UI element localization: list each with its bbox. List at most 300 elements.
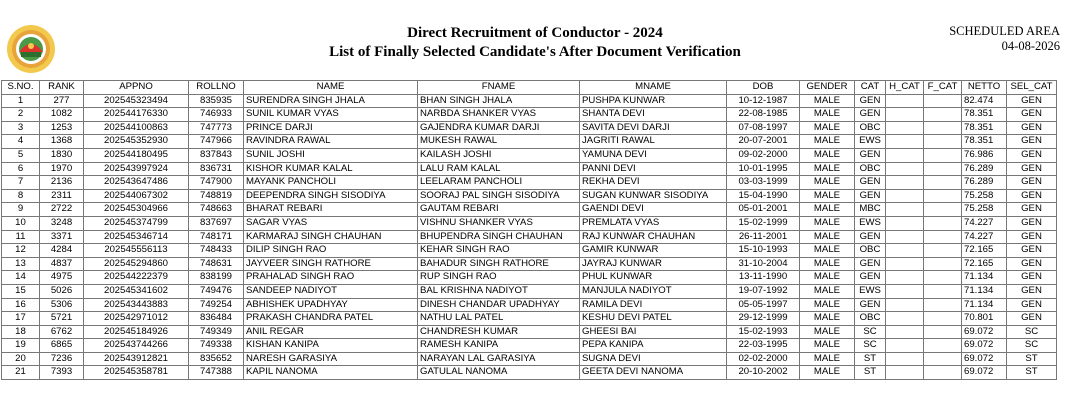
cell-fname: BAL KRISHNA NADIYOT — [418, 284, 580, 298]
cell-sel-cat: ST — [1007, 352, 1057, 366]
cell-appno: 202545374799 — [84, 216, 189, 230]
cell-appno: 202544067302 — [84, 189, 189, 203]
cell-gender: MALE — [800, 366, 855, 380]
cell-appno: 202543744266 — [84, 339, 189, 353]
cell-fname: CHANDRESH KUMAR — [418, 325, 580, 339]
cell-sel-cat: SC — [1007, 339, 1057, 353]
cell-fname: LEELARAM PANCHOLI — [418, 176, 580, 190]
title-line-1: Direct Recruitment of Conductor - 2024 — [407, 25, 663, 41]
cell-cat: OBC — [855, 121, 886, 135]
cell-fname: NARAYAN LAL GARASIYA — [418, 352, 580, 366]
cell-rank: 4284 — [40, 244, 84, 258]
cell-rollno: 747966 — [189, 135, 244, 149]
cell-netto: 69.072 — [962, 325, 1007, 339]
cell-appno: 202545323494 — [84, 94, 189, 108]
cell-rollno: 837843 — [189, 148, 244, 162]
cell-netto: 75.258 — [962, 203, 1007, 217]
cell-mname: JAGRITI RAWAL — [580, 135, 727, 149]
cell-gender: MALE — [800, 203, 855, 217]
cell-mname: PEPA KANIPA — [580, 339, 727, 353]
cell-dob: 31-10-2004 — [727, 257, 800, 271]
cell-rank: 7393 — [40, 366, 84, 380]
cell-f-cat — [924, 271, 962, 285]
cell-fname: LALU RAM KALAL — [418, 162, 580, 176]
cell-h-cat — [886, 271, 924, 285]
cell-sel-cat: GEN — [1007, 203, 1057, 217]
cell-rank: 1830 — [40, 148, 84, 162]
table-row — [2, 230, 1057, 244]
cell-s-no: 18 — [2, 325, 40, 339]
cell-name: ANIL REGAR — [244, 325, 418, 339]
cell-s-no: 11 — [2, 230, 40, 244]
cell-cat: EWS — [855, 284, 886, 298]
cell-f-cat — [924, 135, 962, 149]
cell-sel-cat: GEN — [1007, 108, 1057, 122]
cell-gender: MALE — [800, 148, 855, 162]
cell-rank: 1970 — [40, 162, 84, 176]
selection-table — [1, 80, 1057, 380]
column-header-dob: DOB — [727, 81, 800, 95]
cell-f-cat — [924, 216, 962, 230]
column-header-rollno: ROLLNO — [189, 81, 244, 95]
cell-s-no: 12 — [2, 244, 40, 258]
cell-cat: SC — [855, 339, 886, 353]
cell-rollno: 835652 — [189, 352, 244, 366]
cell-rank: 1368 — [40, 135, 84, 149]
table-row — [2, 325, 1057, 339]
cell-mname: MANJULA NADIYOT — [580, 284, 727, 298]
cell-dob: 15-04-1990 — [727, 189, 800, 203]
cell-gender: MALE — [800, 257, 855, 271]
cell-gender: MALE — [800, 325, 855, 339]
cell-cat: GEN — [855, 298, 886, 312]
column-header-cat: CAT — [855, 81, 886, 95]
cell-f-cat — [924, 94, 962, 108]
title-line-2: List of Finally Selected Candidate's After Document Verification — [329, 44, 741, 60]
cell-f-cat — [924, 189, 962, 203]
cell-cat: EWS — [855, 135, 886, 149]
cell-rollno: 837697 — [189, 216, 244, 230]
cell-name: PRAKASH CHANDRA PATEL — [244, 312, 418, 326]
cell-rank: 5721 — [40, 312, 84, 326]
cell-name: PRINCE DARJI — [244, 121, 418, 135]
cell-dob: 15-10-1993 — [727, 244, 800, 258]
cell-rollno: 749254 — [189, 298, 244, 312]
cell-fname: DINESH CHANDAR UPADHYAY — [418, 298, 580, 312]
table-row — [2, 162, 1057, 176]
cell-dob: 20-10-2002 — [727, 366, 800, 380]
cell-gender: MALE — [800, 312, 855, 326]
cell-f-cat — [924, 298, 962, 312]
cell-name: SANDEEP NADIYOT — [244, 284, 418, 298]
cell-rollno: 747773 — [189, 121, 244, 135]
cell-cat: GEN — [855, 148, 886, 162]
cell-netto: 74.227 — [962, 230, 1007, 244]
cell-s-no: 13 — [2, 257, 40, 271]
cell-rollno: 747900 — [189, 176, 244, 190]
cell-dob: 03-03-1999 — [727, 176, 800, 190]
cell-rank: 1253 — [40, 121, 84, 135]
column-header-h-cat: H_CAT — [886, 81, 924, 95]
cell-cat: ST — [855, 366, 886, 380]
cell-f-cat — [924, 284, 962, 298]
cell-s-no: 20 — [2, 352, 40, 366]
cell-h-cat — [886, 230, 924, 244]
cell-cat: GEN — [855, 271, 886, 285]
cell-gender: MALE — [800, 352, 855, 366]
cell-rank: 2311 — [40, 189, 84, 203]
cell-appno: 202545556113 — [84, 244, 189, 258]
cell-rollno: 748631 — [189, 257, 244, 271]
document-date: 04-08-2026 — [1001, 39, 1060, 53]
cell-name: DILIP SINGH RAO — [244, 244, 418, 258]
cell-rollno: 749338 — [189, 339, 244, 353]
cell-sel-cat: GEN — [1007, 257, 1057, 271]
cell-h-cat — [886, 94, 924, 108]
cell-gender: MALE — [800, 176, 855, 190]
cell-f-cat — [924, 230, 962, 244]
cell-netto: 69.072 — [962, 339, 1007, 353]
cell-sel-cat: SC — [1007, 325, 1057, 339]
cell-f-cat — [924, 108, 962, 122]
cell-dob: 19-07-1992 — [727, 284, 800, 298]
column-header-mname: MNAME — [580, 81, 727, 95]
cell-sel-cat: ST — [1007, 366, 1057, 380]
cell-rank: 4975 — [40, 271, 84, 285]
cell-dob: 22-03-1995 — [727, 339, 800, 353]
cell-name: RAVINDRA RAWAL — [244, 135, 418, 149]
table-header — [2, 81, 1057, 95]
cell-name: JAYVEER SINGH RATHORE — [244, 257, 418, 271]
cell-name: SAGAR VYAS — [244, 216, 418, 230]
cell-appno: 202545294860 — [84, 257, 189, 271]
cell-fname: GAJENDRA KUMAR DARJI — [418, 121, 580, 135]
cell-mname: GAMIR KUNWAR — [580, 244, 727, 258]
cell-appno: 202543997924 — [84, 162, 189, 176]
column-header-netto: NETTO — [962, 81, 1007, 95]
cell-dob: 13-11-1990 — [727, 271, 800, 285]
cell-h-cat — [886, 162, 924, 176]
cell-f-cat — [924, 244, 962, 258]
cell-mname: REKHA DEVI — [580, 176, 727, 190]
cell-appno: 202544222379 — [84, 271, 189, 285]
cell-mname: KESHU DEVI PATEL — [580, 312, 727, 326]
cell-sel-cat: GEN — [1007, 176, 1057, 190]
cell-dob: 20-07-2001 — [727, 135, 800, 149]
cell-h-cat — [886, 352, 924, 366]
cell-gender: MALE — [800, 216, 855, 230]
cell-f-cat — [924, 148, 962, 162]
cell-dob: 05-01-2001 — [727, 203, 800, 217]
cell-fname: VISHNU SHANKER VYAS — [418, 216, 580, 230]
cell-appno: 202544100863 — [84, 121, 189, 135]
cell-name: PRAHALAD SINGH RAO — [244, 271, 418, 285]
cell-f-cat — [924, 121, 962, 135]
column-header-appno: APPNO — [84, 81, 189, 95]
cell-fname: NATHU LAL PATEL — [418, 312, 580, 326]
cell-s-no: 2 — [2, 108, 40, 122]
cell-fname: RAMESH KANIPA — [418, 339, 580, 353]
cell-s-no: 21 — [2, 366, 40, 380]
cell-netto: 71.134 — [962, 284, 1007, 298]
cell-rollno: 838199 — [189, 271, 244, 285]
column-header-fname: FNAME — [418, 81, 580, 95]
cell-rollno: 748171 — [189, 230, 244, 244]
cell-rank: 6865 — [40, 339, 84, 353]
cell-name: NARESH GARASIYA — [244, 352, 418, 366]
cell-appno: 202544176330 — [84, 108, 189, 122]
cell-s-no: 6 — [2, 162, 40, 176]
cell-s-no: 7 — [2, 176, 40, 190]
cell-cat: OBC — [855, 312, 886, 326]
table-row — [2, 135, 1057, 149]
cell-sel-cat: GEN — [1007, 244, 1057, 258]
cell-name: KISHAN KANIPA — [244, 339, 418, 353]
cell-mname: GAENDI DEVI — [580, 203, 727, 217]
table-row — [2, 352, 1057, 366]
cell-f-cat — [924, 312, 962, 326]
cell-netto: 82.474 — [962, 94, 1007, 108]
cell-netto: 71.134 — [962, 271, 1007, 285]
cell-fname: KEHAR SINGH RAO — [418, 244, 580, 258]
cell-netto: 71.134 — [962, 298, 1007, 312]
cell-rollno: 749349 — [189, 325, 244, 339]
cell-s-no: 14 — [2, 271, 40, 285]
cell-mname: PHUL KUNWAR — [580, 271, 727, 285]
cell-netto: 76.289 — [962, 176, 1007, 190]
cell-appno: 202545352930 — [84, 135, 189, 149]
cell-rollno: 836731 — [189, 162, 244, 176]
cell-name: SUNIL KUMAR VYAS — [244, 108, 418, 122]
cell-s-no: 10 — [2, 216, 40, 230]
cell-fname: GATULAL NANOMA — [418, 366, 580, 380]
cell-name: SUNIL JOSHI — [244, 148, 418, 162]
cell-rollno: 748433 — [189, 244, 244, 258]
cell-sel-cat: GEN — [1007, 230, 1057, 244]
table-row — [2, 366, 1057, 380]
cell-mname: YAMUNA DEVI — [580, 148, 727, 162]
cell-gender: MALE — [800, 339, 855, 353]
column-header-s-no: S.NO. — [2, 81, 40, 95]
cell-mname: SAVITA DEVI DARJI — [580, 121, 727, 135]
cell-gender: MALE — [800, 108, 855, 122]
cell-sel-cat: GEN — [1007, 148, 1057, 162]
cell-rollno: 746933 — [189, 108, 244, 122]
cell-dob: 05-05-1997 — [727, 298, 800, 312]
cell-cat: MBC — [855, 203, 886, 217]
cell-dob: 02-02-2000 — [727, 352, 800, 366]
cell-appno: 202543912821 — [84, 352, 189, 366]
cell-gender: MALE — [800, 162, 855, 176]
cell-netto: 78.351 — [962, 121, 1007, 135]
cell-fname: MUKESH RAWAL — [418, 135, 580, 149]
cell-gender: MALE — [800, 271, 855, 285]
cell-name: KARMARAJ SINGH CHAUHAN — [244, 230, 418, 244]
cell-gender: MALE — [800, 135, 855, 149]
cell-netto: 69.072 — [962, 352, 1007, 366]
cell-name: MAYANK PANCHOLI — [244, 176, 418, 190]
cell-mname: SUGAN KUNWAR SISODIYA — [580, 189, 727, 203]
table-row — [2, 148, 1057, 162]
cell-mname: PANNI DEVI — [580, 162, 727, 176]
cell-s-no: 8 — [2, 189, 40, 203]
cell-s-no: 4 — [2, 135, 40, 149]
cell-fname: BHUPENDRA SINGH CHAUHAN — [418, 230, 580, 244]
table-row — [2, 298, 1057, 312]
cell-sel-cat: GEN — [1007, 271, 1057, 285]
cell-mname: SHANTA DEVI — [580, 108, 727, 122]
cell-name: KAPIL NANOMA — [244, 366, 418, 380]
cell-mname: RAMILA DEVI — [580, 298, 727, 312]
cell-mname: GHEESI BAI — [580, 325, 727, 339]
cell-netto: 75.258 — [962, 189, 1007, 203]
cell-cat: GEN — [855, 94, 886, 108]
cell-fname: BHAN SINGH JHALA — [418, 94, 580, 108]
cell-h-cat — [886, 216, 924, 230]
cell-sel-cat: GEN — [1007, 312, 1057, 326]
cell-netto: 69.072 — [962, 366, 1007, 380]
cell-gender: MALE — [800, 189, 855, 203]
cell-s-no: 3 — [2, 121, 40, 135]
cell-cat: EWS — [855, 216, 886, 230]
cell-s-no: 19 — [2, 339, 40, 353]
cell-h-cat — [886, 244, 924, 258]
cell-sel-cat: GEN — [1007, 284, 1057, 298]
cell-mname: PREMLATA VYAS — [580, 216, 727, 230]
area-info — [949, 24, 1060, 54]
cell-cat: SC — [855, 325, 886, 339]
cell-dob: 09-02-2000 — [727, 148, 800, 162]
cell-fname: GAUTAM REBARI — [418, 203, 580, 217]
cell-h-cat — [886, 148, 924, 162]
cell-h-cat — [886, 312, 924, 326]
cell-cat: OBC — [855, 244, 886, 258]
cell-rank: 2136 — [40, 176, 84, 190]
cell-rank: 5026 — [40, 284, 84, 298]
cell-rank: 2722 — [40, 203, 84, 217]
cell-f-cat — [924, 366, 962, 380]
cell-appno: 202544180495 — [84, 148, 189, 162]
cell-rank: 3371 — [40, 230, 84, 244]
cell-netto: 70.801 — [962, 312, 1007, 326]
document-title — [300, 24, 770, 62]
cell-rank: 5306 — [40, 298, 84, 312]
cell-h-cat — [886, 284, 924, 298]
table-row — [2, 284, 1057, 298]
column-header-sel-cat: SEL_CAT — [1007, 81, 1057, 95]
cell-rollno: 749476 — [189, 284, 244, 298]
cell-f-cat — [924, 339, 962, 353]
cell-h-cat — [886, 366, 924, 380]
table-row — [2, 203, 1057, 217]
cell-cat: GEN — [855, 108, 886, 122]
cell-fname: NARBDA SHANKER VYAS — [418, 108, 580, 122]
cell-gender: MALE — [800, 284, 855, 298]
cell-f-cat — [924, 176, 962, 190]
cell-appno: 202545346714 — [84, 230, 189, 244]
cell-sel-cat: GEN — [1007, 162, 1057, 176]
column-header-name: NAME — [244, 81, 418, 95]
cell-f-cat — [924, 203, 962, 217]
cell-s-no: 1 — [2, 94, 40, 108]
cell-rollno: 747388 — [189, 366, 244, 380]
cell-h-cat — [886, 108, 924, 122]
cell-rank: 4837 — [40, 257, 84, 271]
column-header-f-cat: F_CAT — [924, 81, 962, 95]
cell-s-no: 17 — [2, 312, 40, 326]
cell-f-cat — [924, 257, 962, 271]
cell-cat: GEN — [855, 257, 886, 271]
cell-h-cat — [886, 339, 924, 353]
cell-s-no: 16 — [2, 298, 40, 312]
cell-dob: 10-01-1995 — [727, 162, 800, 176]
cell-cat: OBC — [855, 162, 886, 176]
cell-fname: RUP SINGH RAO — [418, 271, 580, 285]
cell-s-no: 9 — [2, 203, 40, 217]
cell-s-no: 5 — [2, 148, 40, 162]
cell-sel-cat: GEN — [1007, 189, 1057, 203]
cell-sel-cat: GEN — [1007, 135, 1057, 149]
cell-h-cat — [886, 135, 924, 149]
table-row — [2, 339, 1057, 353]
cell-fname: KAILASH JOSHI — [418, 148, 580, 162]
cell-appno: 202543647486 — [84, 176, 189, 190]
cell-mname: JAYRAJ KUNWAR — [580, 257, 727, 271]
cell-h-cat — [886, 176, 924, 190]
cell-appno: 202543443883 — [84, 298, 189, 312]
cell-dob: 10-12-1987 — [727, 94, 800, 108]
table-row — [2, 121, 1057, 135]
cell-f-cat — [924, 352, 962, 366]
emblem-logo — [4, 22, 58, 76]
cell-gender: MALE — [800, 230, 855, 244]
cell-mname: RAJ KUNWAR CHAUHAN — [580, 230, 727, 244]
cell-rank: 7236 — [40, 352, 84, 366]
cell-netto: 78.351 — [962, 108, 1007, 122]
table-row — [2, 271, 1057, 285]
cell-name: KISHOR KUMAR KALAL — [244, 162, 418, 176]
cell-appno: 202545341602 — [84, 284, 189, 298]
cell-appno: 202542971012 — [84, 312, 189, 326]
cell-netto: 76.986 — [962, 148, 1007, 162]
table-row — [2, 108, 1057, 122]
cell-netto: 76.289 — [962, 162, 1007, 176]
table-row — [2, 312, 1057, 326]
cell-gender: MALE — [800, 121, 855, 135]
table-row — [2, 176, 1057, 190]
cell-appno: 202545358781 — [84, 366, 189, 380]
table-row — [2, 257, 1057, 271]
cell-mname: PUSHPA KUNWAR — [580, 94, 727, 108]
cell-dob: 15-02-1993 — [727, 325, 800, 339]
cell-gender: MALE — [800, 94, 855, 108]
cell-name: ABHISHEK UPADHYAY — [244, 298, 418, 312]
cell-rank: 1082 — [40, 108, 84, 122]
cell-name: SURENDRA SINGH JHALA — [244, 94, 418, 108]
cell-sel-cat: GEN — [1007, 94, 1057, 108]
cell-h-cat — [886, 121, 924, 135]
table-row — [2, 216, 1057, 230]
table-row — [2, 189, 1057, 203]
cell-f-cat — [924, 162, 962, 176]
cell-rank: 277 — [40, 94, 84, 108]
column-header-rank: RANK — [40, 81, 84, 95]
table-body — [2, 94, 1057, 379]
cell-cat: GEN — [855, 176, 886, 190]
cell-dob: 15-02-1999 — [727, 216, 800, 230]
cell-gender: MALE — [800, 298, 855, 312]
cell-appno: 202545184926 — [84, 325, 189, 339]
